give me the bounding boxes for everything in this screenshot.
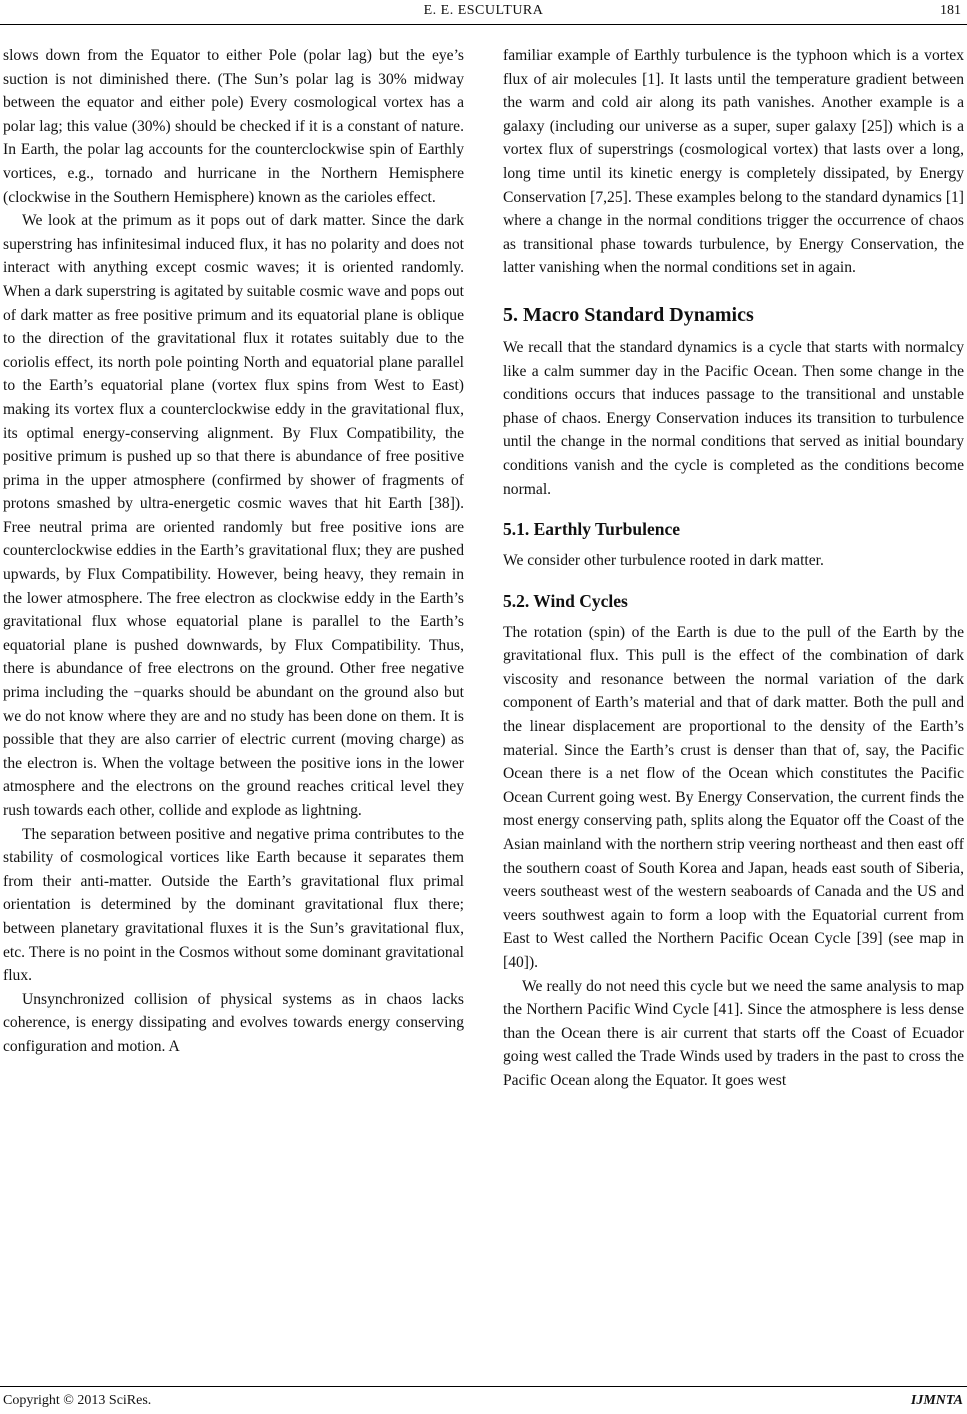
subsection-heading: 5.1. Earthly Turbulence (503, 519, 680, 540)
paragraph: We really do not need this cycle but we need the same analysis to map the Northern Pacific Wind Cycle [41]. Since the atmosphere is less dense than the Ocean there is air current that starts off the Coast of Ecuador going west called the Trade Winds used by traders in the past to cross the Pacific Ocean along the Equator. It goes west (503, 977, 964, 1089)
page-footer (0, 1386, 967, 1412)
paragraph: slows down from the Equator to either Pole (polar lag) but the eye’s suction is not diminished there. (The Sun’s polar lag is 30% midway between the equator and either pole) Every cosmological vortex has a polar lag; this value (30%) should be checked if it is a constant of nature. In Earth, the polar lag accounts for the counterclockwise spin of Earthly vortices, e.g., tornado and hurricane in the Northern Hemisphere (clockwise in the Southern Hemisphere) known as the carioles effect. (3, 47, 464, 206)
paragraph: We consider other turbulence rooted in dark matter. (503, 552, 824, 570)
footer-rule (0, 1386, 967, 1387)
running-head-author: E. E. ESCULTURA (423, 3, 544, 18)
paragraph: familiar example of Earthly turbulence is the typhoon which is a vortex flux of air molecules [1]. It lasts until the temperature gradient between the warm and cold air along its path vanishes. Another example is a galaxy (including our universe as a super, super galaxy [25]) which is a vortex flux of superstrings (cosmological vortex) that lasts over a long, long time until its kinetic energy is completely dissipated, by Energy Conservation [7,25]. These examples belong to the standard dynamics [1] where a change in the normal conditions trigger the occurrence of chaos as transitional phase towards turbulence, by Energy Conservation, the latter vanishing when the normal conditions set in again. (503, 47, 964, 277)
paragraph: The separation between positive and negative prima contributes to the stability of cosmological vortices like Earth because it separates them from their anti-matter. Outside the Earth’s gravitational flux primal orientation is determined by the dominant gravitational flux there; between planetary gravitational fluxes it is the Sun’s gravitational flux, etc. There is no point in the Cosmos without some dominant gravitational flux. (3, 825, 464, 985)
paragraph: Unsynchronized collision of physical systems as in chaos lacks coherence, is energy dissipating and evolves towards energy conserving configuration and motion. A (3, 990, 464, 1055)
page-header (0, 0, 967, 36)
subsection-heading: 5.2. Wind Cycles (503, 590, 628, 611)
journal-abbreviation: IJMNTA (910, 1393, 963, 1408)
paragraph: We look at the primum as it pops out of dark matter. Since the dark superstring has infinitesimal induced flux, it has no polarity and does not interact with anything except cosmic waves; it is oriented randomly. When a dark superstring is agitated by suitable cosmic wave and pops out of dark matter as free positive primum and its equatorial plane is oblique to the direction of the gravitational flux it rotates suitably due to the coriolis effect, its north pole pointing North and equatorial plane parallel to the Earth’s equatorial plane (vortex flux spins from West to East) making its vortex flux a counterclockwise eddy in the gravitational flux, its optimal energy-conserving alignment. By Flux Compatibility, the positive primum is pushed up so that there is abundance of free positive prima in the upper atmosphere (confirmed by shower of fragments of protons smashed by ultra-energetic cosmic waves that hit Earth [38]). Free neutral prima are oriented randomly but free positive ions are counterclockwise eddies in the Earth’s gravitational flux; they are pushed upwards, by Flux Compatibility. However, being heavy, they remain in the lower atmosphere. The free electron as clockwise eddy in the Earth’s gravitational flux whose equatorial plane is parallel to the Earth’s equatorial plane is pushed downwards, by Flux Compatibility. Thus, there is abundance of free electrons on the ground. Other free negative prima including the −quarks should be abundant on the ground also but we do not know where they are and no study has been done on them. It is possible that they are also carrier of electric current (moving charge) as the electron is. When the voltage between the positive ions in the lower atmosphere and the electrons on the ground reaches critical level they rush towards each other, collide and explode as lightning. (3, 212, 464, 819)
paragraph: The rotation (spin) of the Earth is due to the pull of the Earth by the gravitational flux. This pull is the effect of the combination of dark viscosity and resonance between the normal variation of the dark component of Earth’s material and that of dark matter. Both the pull and the linear displacement are proportional to the density of the Earth’s material. Since the Earth’s crust is denser than that of, say, the Pacific Ocean there is a net flow of the Ocean which constitutes the Pacific Ocean Current going west. By Energy Conservation, the current finds the most energy conserving path, splits along the Equator off the Coast of the Asian mainland with the northern strip veering northeast and then east off the southern coast of South Korea and Japan, heads east south of Siberia, veers southeast west of the western seaboards of Canada and the US and veers southwest again to form a loop with the Equatorial current from East to West called the Northern Pacific Ocean Cycle [39] (see map in [40]). (503, 623, 964, 971)
section-heading: 5. Macro Standard Dynamics (503, 303, 754, 326)
copyright-notice: Copyright © 2013 SciRes. (3, 1393, 152, 1408)
page-number: 181 (940, 3, 961, 18)
paragraph: We recall that the standard dynamics is a cycle that starts with normalcy like a calm summer day in the Pacific Ocean. Then some change in the conditions occurs that induces passage to the transitional and unstable phase of chaos. Energy Conservation induces its transition to turbulence until the change in the normal conditions that served as initial boundary conditions vanish and the cycle is completed as the conditions become normal. (503, 338, 964, 498)
header-rule (0, 24, 967, 25)
left-column (3, 44, 464, 1059)
right-column (503, 44, 964, 1093)
